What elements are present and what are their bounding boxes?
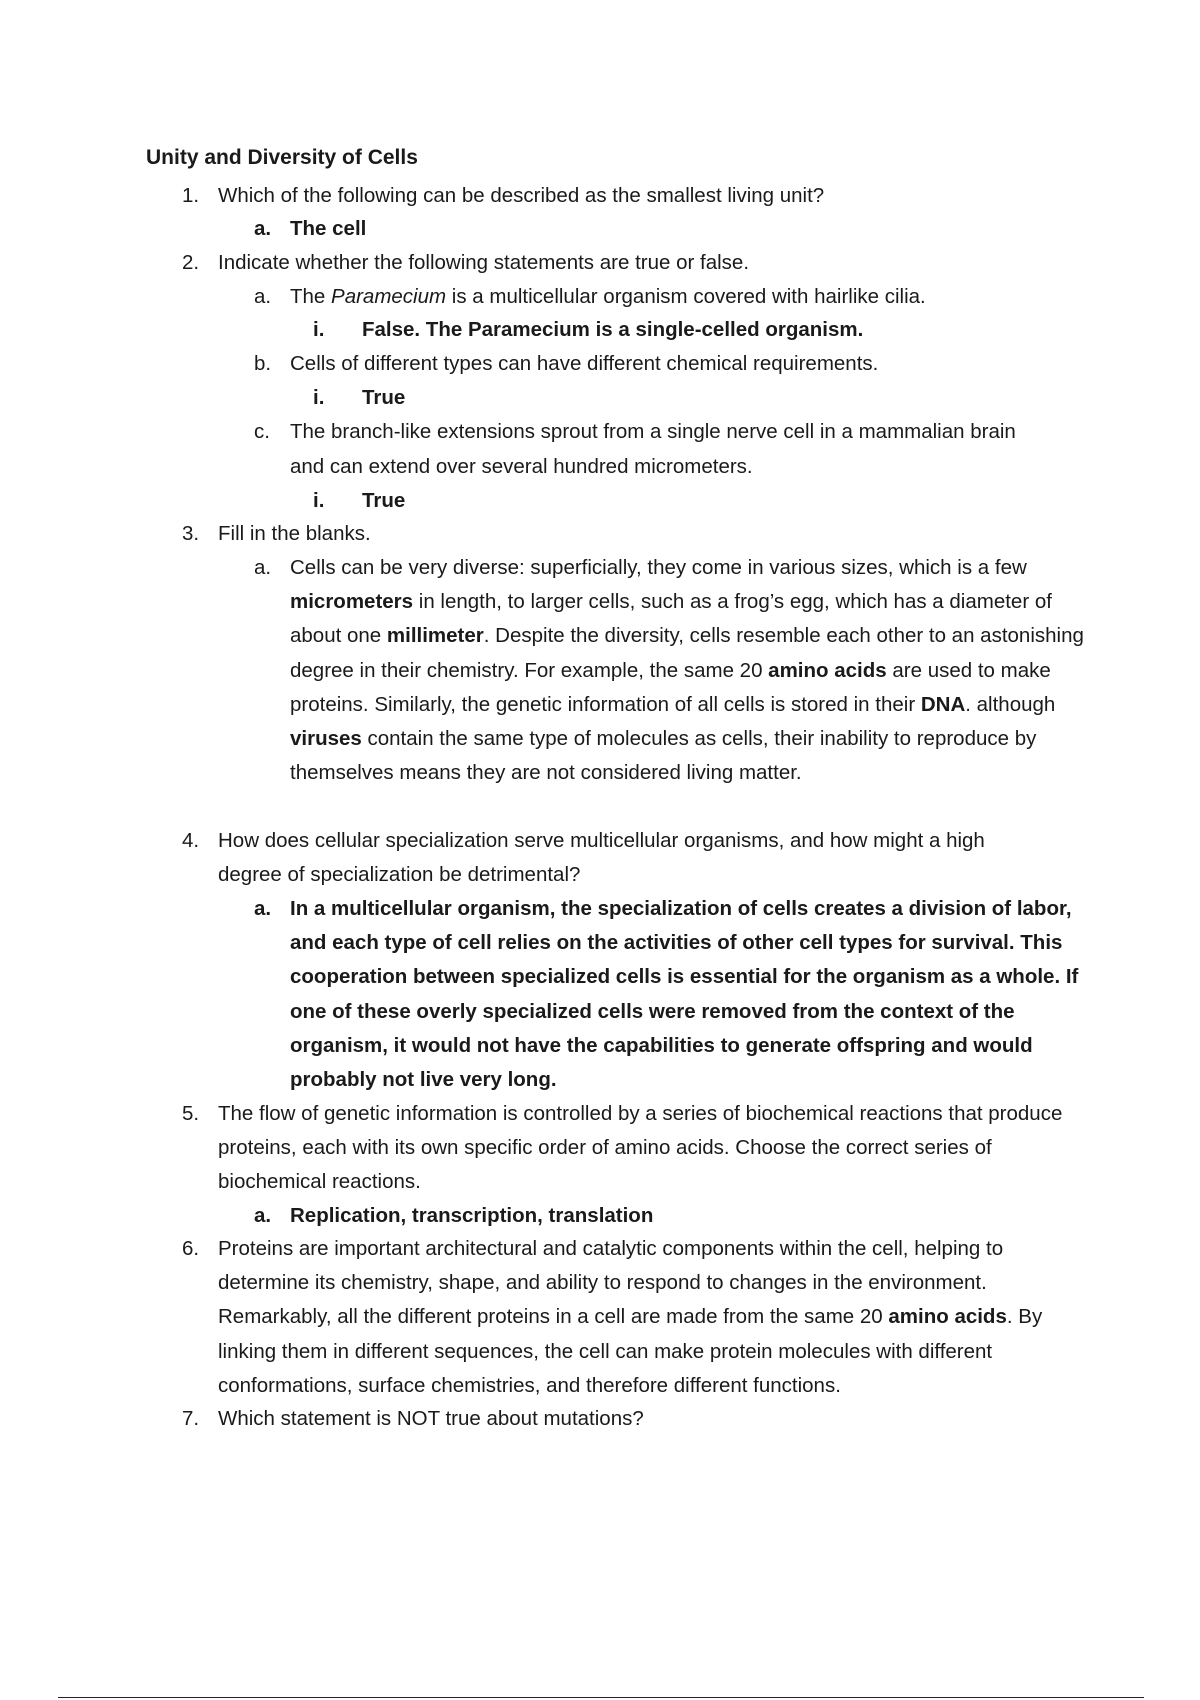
question-2a-statement: [290, 280, 926, 314]
paragraph-text: Proteins are important architectural and catalytic components within the cell, helping to determine its chemistry, shape, and ability to respond to changes in the environment. Remarkably, all the different proteins in a cell are made from the same 20: [218, 1237, 1004, 1329]
question-6-text: [218, 1232, 1098, 1403]
blank-answer: viruses: [290, 727, 362, 751]
question-4-text-line2: degree of specialization be detrimental?: [218, 863, 581, 886]
question-3-text: Fill in the blanks.: [218, 522, 371, 545]
question-2a-answer-marker: i.: [313, 318, 325, 341]
question-1-number: 1.: [182, 184, 200, 207]
question-6-number: 6.: [182, 1237, 200, 1260]
question-2c-statement-line2: and can extend over several hundred micrometers.: [290, 455, 753, 478]
question-2b-marker: b.: [254, 352, 272, 375]
question-4-text-line1: How does cellular specialization serve multicellular organisms, and how might a high: [218, 829, 985, 852]
question-2a-answer: False. The Paramecium is a single-celled organism.: [362, 318, 864, 341]
question-2-text: Indicate whether the following statements are true or false.: [218, 251, 750, 274]
blank-answer: micrometers: [290, 590, 414, 614]
paragraph-text: . By linking them in different sequences, the cell can make protein molecules with different conformations, surface chemistries, and therefore different functions.: [218, 1305, 1043, 1397]
question-4a-marker: a.: [254, 897, 272, 920]
question-7-text: Which statement is NOT true about mutations?: [218, 1407, 644, 1430]
paragraph-text: are used to make proteins. Similarly, the genetic information of all cells is stored in their: [290, 658, 1051, 716]
question-2c-answer-marker: i.: [313, 489, 325, 512]
question-2a-marker: a.: [254, 285, 272, 308]
paragraph-text: . Despite the diversity, cells resemble each other to an astonishing degree in their chemistry. For example, the same 20: [290, 624, 1084, 682]
question-2c-statement-line1: The branch-like extensions sprout from a single nerve cell in a mammalian brain: [290, 420, 1016, 443]
page-bottom-rule: [58, 1697, 1144, 1698]
question-2b-answer: True: [362, 386, 406, 409]
question-5-number: 5.: [182, 1102, 200, 1125]
question-1-answer-marker: a.: [254, 217, 272, 240]
statement-italic-term: Paramecium: [331, 285, 447, 308]
question-3a-paragraph: [290, 551, 1086, 790]
paragraph-text: Cells can be very diverse: superficially, they come in various sizes, which is a few: [290, 556, 1027, 579]
question-1-text: Which of the following can be described as the smallest living unit?: [218, 184, 825, 207]
question-2b-answer-marker: i.: [313, 386, 325, 409]
question-5a-marker: a.: [254, 1204, 272, 1227]
section-title: Unity and Diversity of Cells: [146, 146, 418, 169]
paragraph-text: . although: [965, 692, 1056, 716]
paragraph-text: contain the same type of molecules as cells, their inability to reproduce by themselves means they are not considered living matter.: [290, 727, 1037, 785]
statement-text: is a multicellular organism covered with hairlike cilia.: [446, 285, 926, 308]
question-3a-marker: a.: [254, 556, 272, 579]
paragraph-text: in length, to larger cells, such as a frog’s egg, which has a diameter of about one: [290, 590, 1052, 648]
question-5-text: The flow of genetic information is controlled by a series of biochemical reactions that produce proteins, each with its own specific order of amino acids. Choose the correct series of biochemical reactions.: [218, 1102, 1063, 1194]
blank-answer: DNA: [920, 692, 966, 716]
statement-text: The: [290, 285, 332, 308]
blank-answer: amino acids: [768, 658, 887, 682]
question-4a-answer: In a multicellular organism, the specialization of cells creates a division of labor, and each type of cell relies on the activities of other cell types for survival. This cooperation between specialized cells is essential for the organism as a whole. If one of these overly specialized cells were removed from the context of the organism, it would not have the capabilities to generate offspring and would probably not live very long.: [290, 897, 1079, 1092]
question-2c-marker: c.: [254, 420, 270, 443]
question-3-number: 3.: [182, 522, 200, 545]
question-1-answer: The cell: [290, 217, 367, 240]
question-5a-answer: Replication, transcription, translation: [290, 1204, 654, 1227]
question-2c-answer: True: [362, 489, 406, 512]
question-2-number: 2.: [182, 251, 200, 274]
blank-answer: millimeter: [386, 624, 484, 648]
question-4-number: 4.: [182, 829, 200, 852]
key-term: amino acids: [888, 1305, 1007, 1329]
question-2b-statement: Cells of different types can have different chemical requirements.: [290, 352, 879, 375]
question-7-number: 7.: [182, 1407, 200, 1430]
